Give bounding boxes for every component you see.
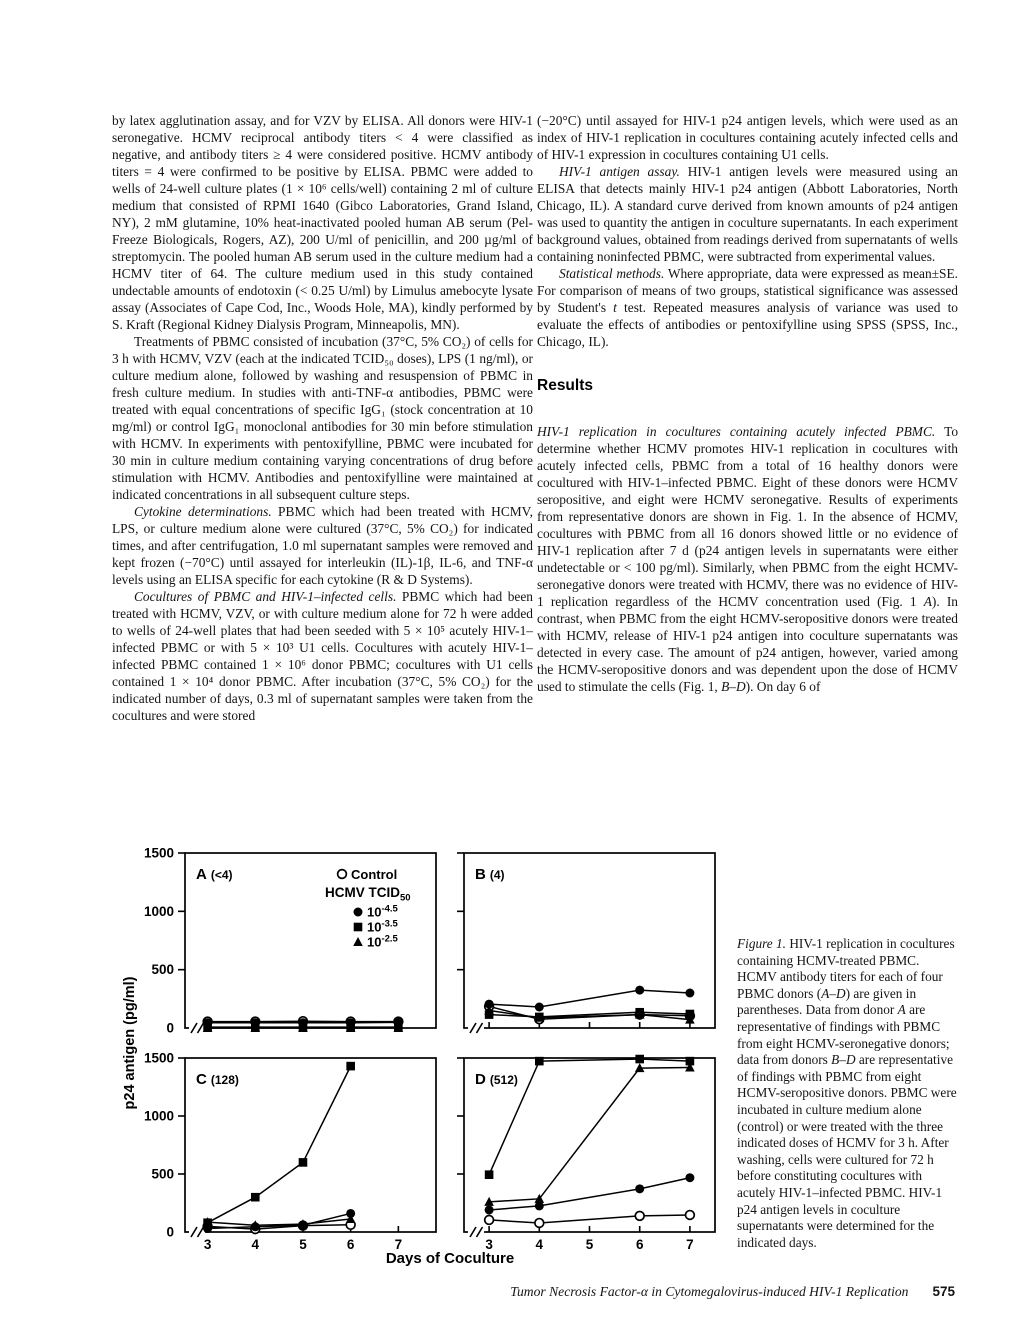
text-run: by latex agglutination assay, and for VZV by ELISA. All donors were HIV-1 seronegative. HCMV reciprocal antibody titers < 4 were classified as negative, and antibody titers ≥ 4 were considered positive. HCMV antibody titers = 4 were confirmed to be positive by ELISA. PBMC were added to wells of 24-well culture plates (1 × 10⁶ cells/well) containing 2 ml of culture medium that consisted of RPMI 1640 (Gibco Laboratories, Grand Island, NY), 2 mM glutamine, 10% heat-inactivated pooled human AB serum (Pel-Freeze Biologicals, Rogers, AZ), 200 U/ml of penicillin, and 200 µg/ml of streptomycin. The pooled human AB serum used in the culture medium had a HCMV titer of 64. The culture medium used in this study contained undectable amounts of endotoxin (< 0.25 U/ml) by Limulus amebocyte lysate assay (Associates of Cape Cod, Inc., Woods Hole, MA), kindly performed by S. Kraft (Regional Kidney Dialysis Program, Minneapolis, MN). [112, 113, 533, 332]
text-run: A–D [821, 985, 846, 1001]
filled-circle-marker [354, 908, 363, 917]
text-run: HIV-1 replication in cocultures containing HCMV-treated PBMC. HCMV antibody titers for each of four PBMC donors ( [737, 936, 955, 1001]
open-circle-marker [338, 870, 347, 879]
figure-1-chart [118, 843, 738, 1277]
paragraph [112, 112, 533, 333]
y-tick-label: 1500 [143, 1050, 174, 1066]
paragraph [537, 163, 958, 265]
x-tick-label: 4 [251, 1237, 260, 1252]
open-circle-marker [635, 1211, 644, 1220]
text-run: PBMC which had been treated with HCMV, VZV, or with culture medium alone for 72 h were added to wells of 24-well plates that had been seeded with 5 × 10⁵ acutely HIV-1–infected PBMC or with 5 × 10³ U1 cells. Cocultures with acutely HIV-1–infected PBMC contained 1 × 10⁶ donor PBMC; cocultures with U1 cells contained 1 × 10⁴ donor PBMC. After incubation (37°C, 5% CO₂) for the indicated number of days, 0.3 ml of supernatant samples were taken from the cocultures and were stored [112, 589, 533, 723]
legend-item-label: $10^{-3.5}$ [367, 918, 398, 935]
panel-label: C (128) [196, 1071, 239, 1088]
panel-D-chart [457, 1055, 715, 1252]
series-filled-circle [485, 986, 695, 1012]
series-line [208, 1219, 351, 1225]
y-tick-label: 1500 [143, 845, 174, 861]
legend-control-label: Control [351, 867, 398, 882]
text-run: ). On day 6 of [745, 679, 821, 694]
paragraph [537, 265, 958, 350]
text-run: Figure 1. [737, 936, 786, 951]
text-run: HIV-1 antigen assay. [559, 164, 680, 179]
filled-circle-marker [685, 1173, 694, 1182]
x-tick-label: 6 [635, 1237, 644, 1252]
legend-item-label: $10^{-4.5}$ [367, 903, 398, 920]
series-line [489, 1215, 690, 1223]
filled-circle-marker [685, 989, 694, 998]
x-tick-label: 4 [535, 1237, 544, 1252]
text-run: Statistical methods. [559, 266, 665, 281]
paragraph [112, 588, 533, 724]
left-column [112, 112, 533, 724]
paragraph [537, 423, 958, 695]
text-run: are representative of findings with PBMC from eight HCMV-seronegative donors; data from donors [737, 1002, 950, 1068]
filled-circle-marker [635, 1184, 644, 1193]
text-run: HIV-1 antigen levels were measured using an ELISA that detects mainly HIV-1 p24 antigen (Abbott Laboratories, North Chicago, IL). A standard curve derived from known amounts of p24 antigen was used to quantity the antigen in coculture supernatants. In each experiment background values, obtained from readings derived from supernatants of wells containing noninfected PBMC, were subtracted from experimental values. [537, 164, 958, 264]
panel-label: A (<4) [196, 866, 233, 883]
paragraph [112, 503, 533, 588]
right-column [537, 112, 958, 695]
series-filled-circle [485, 1173, 695, 1214]
text-run: Cytokine determinations. [134, 504, 272, 519]
series-line [489, 1059, 690, 1175]
series-line [489, 1178, 690, 1210]
running-title: Tumor Necrosis Factor-α in Cytomegalovirus-induced HIV-1 Replication [510, 1284, 909, 1299]
x-tick-label: 7 [686, 1237, 694, 1252]
open-circle-marker [485, 1216, 494, 1225]
y-tick-label: 0 [166, 1224, 174, 1240]
series-filled-triangle [203, 1023, 403, 1032]
legend-item-label: $10^{-2.5}$ [367, 933, 398, 950]
text-run: Where appropriate, data were expressed as mean±SE. For comparison of means of two groups, statistical significance was assessed by Student's [537, 266, 958, 315]
filled-circle-marker [635, 986, 644, 995]
text-run: B–D [831, 1052, 856, 1068]
page-footer [300, 1284, 955, 1300]
filled-circle-marker [485, 1205, 494, 1214]
x-tick-label: 5 [299, 1237, 307, 1252]
series-line [489, 990, 690, 1007]
filled-circle-marker [535, 1003, 544, 1012]
paragraph [537, 112, 958, 163]
panel-label: B (4) [475, 866, 505, 883]
x-tick-label: 6 [346, 1237, 355, 1252]
y-tick-label: 500 [151, 962, 174, 978]
x-tick-label: 3 [203, 1237, 212, 1252]
text-run: ). In contrast, when PBMC from the eight HCMV-seropositive donors were treated with HCMV, release of HIV-1 p24 antigen into coculture supernatants was detected in every case. The amount of p24 antigen, however, varied among the HCMV-seropositive donors and was dependent upon the dose of HCMV used to stimulate the cells (Fig. 1, [537, 594, 958, 694]
open-circle-marker [535, 1219, 544, 1228]
series-line [208, 1066, 351, 1223]
filled-square-marker [346, 1062, 355, 1071]
paragraph [112, 333, 533, 503]
text-run: ) are given in parentheses. Data from donor [737, 985, 917, 1018]
y-axis-label: p24 antigen (pg/ml) [122, 976, 138, 1110]
x-axis-label: Days of Coculture [385, 1250, 515, 1267]
filled-triangle-marker [353, 937, 363, 946]
results-heading: Results [537, 377, 593, 394]
filled-square-marker [299, 1158, 308, 1167]
y-tick-label: 1000 [143, 903, 174, 919]
y-tick-label: 0 [166, 1020, 174, 1036]
text-run: test. Repeated measures analysis of variance was used to evaluate the effects of antibodies or pentoxifylline using SPSS (SPSS, Inc., Chicago, IL). [537, 300, 958, 349]
text-run: PBMC which had been treated with HCMV, LPS, or culture medium alone were cultured (37°C, 5% CO₂) for indicated times, and after centrifugation, 1.0 ml supernatant samples were removed and kept frozen (−70°C) until assayed for interleukin (IL)-1β, IL-6, and TNF-α levels using an ELISA specific for each cytokine (R & D Systems). [112, 504, 533, 587]
x-tick-label: 5 [585, 1237, 594, 1252]
y-tick-label: 1000 [143, 1108, 174, 1124]
y-tick-label: 500 [151, 1166, 174, 1182]
figure-legend [325, 867, 411, 950]
text-run: A [923, 594, 932, 609]
text-run: HIV-1 replication in cocultures containing acutely infected PBMC. [537, 424, 936, 439]
panel-B-chart [457, 853, 715, 1034]
series-open-circle [485, 1211, 695, 1228]
page-number: 575 [932, 1284, 955, 1299]
figure-caption [737, 936, 961, 1251]
legend-dose-header: HCMV $TCID_{50}$ [325, 885, 411, 904]
text-run: To determine whether HCMV promotes HIV-1 replication in cocultures with acutely infected cells, PBMC from a total of 16 healthy donors were cocultured with HIV-1–infected PBMC. Eight of these donors were HCMV seropositive, and eight were HCMV seronegative. Results of experiments from representative donors are shown in Fig. 1. In the absence of HCMV, cocultures with PBMC from all 16 donors showed little or no evidence of HIV-1 replication after 7 d (p24 antigen levels in supernatants were either undetectable or < 100 pg/ml). Similarly, when PBMC from the eight HCMV-seronegative donors were treated with HCMV, there was no evidence of HIV-1 replication regardless of the HCMV concentration used (Fig. 1 [537, 424, 959, 609]
filled-square-marker [635, 1055, 644, 1064]
open-circle-marker [686, 1211, 695, 1220]
x-tick-label: 3 [485, 1237, 493, 1252]
x-tick-label: 7 [394, 1237, 403, 1252]
filled-square-marker [535, 1057, 544, 1066]
filled-square-marker [485, 1170, 494, 1179]
text-run: A [897, 1002, 906, 1018]
text-run: are representative of findings with PBMC from eight HCMV-seropositive donors. PBMC were incubated in culture medium alone (control) or were treated with the three indicated doses of HCMV for 3 h. After washing, cells were cultured for 72 h before constituting cocultures with acutely HIV-1–infected PBMC. HIV-1 p24 antigen levels in coculture supernatants were determined for the indicated days. [737, 1052, 957, 1250]
panel-C-chart [144, 1051, 436, 1253]
text-run: B–D [721, 679, 746, 694]
filled-square-marker [354, 923, 363, 932]
text-run: Treatments of PBMC consisted of incubation (37°C, 5% CO₂) of cells for 3 h with HCMV, VZV (each at the indicated TCID₅₀ doses), LPS (1 ng/ml), or culture medium alone, followed by washing and resuspension of PBMC in fresh culture medium. In studies with anti-TNF-α antibodies, PBMC were treated with equal concentrations of specific IgG₁ (stock concentration at 10 mg/ml) or control IgG₁ monoclonal antibodies for 30 min before stimulation with HCMV. In experiments with pentoxifylline, PBMC were incubated for 30 min in culture medium containing varying concentrations of drug before stimulation with HCMV. Antibodies and pentoxifylline were maintained at indicated concentrations in all subsequent culture steps. [112, 334, 533, 502]
filled-square-marker [251, 1193, 260, 1202]
panel-label: D (512) [475, 1071, 518, 1088]
series-line [489, 1068, 690, 1202]
text-run: t [613, 300, 617, 315]
text-run: (−20°C) until assayed for HIV-1 p24 antigen levels, which were used as an index of HIV-1 replication in cocultures containing acutely infected cells and of HIV-1 expression in cocultures containing U1 cells. [537, 113, 958, 162]
text-run: Cocultures of PBMC and HIV-1–infected cells. [134, 589, 397, 604]
